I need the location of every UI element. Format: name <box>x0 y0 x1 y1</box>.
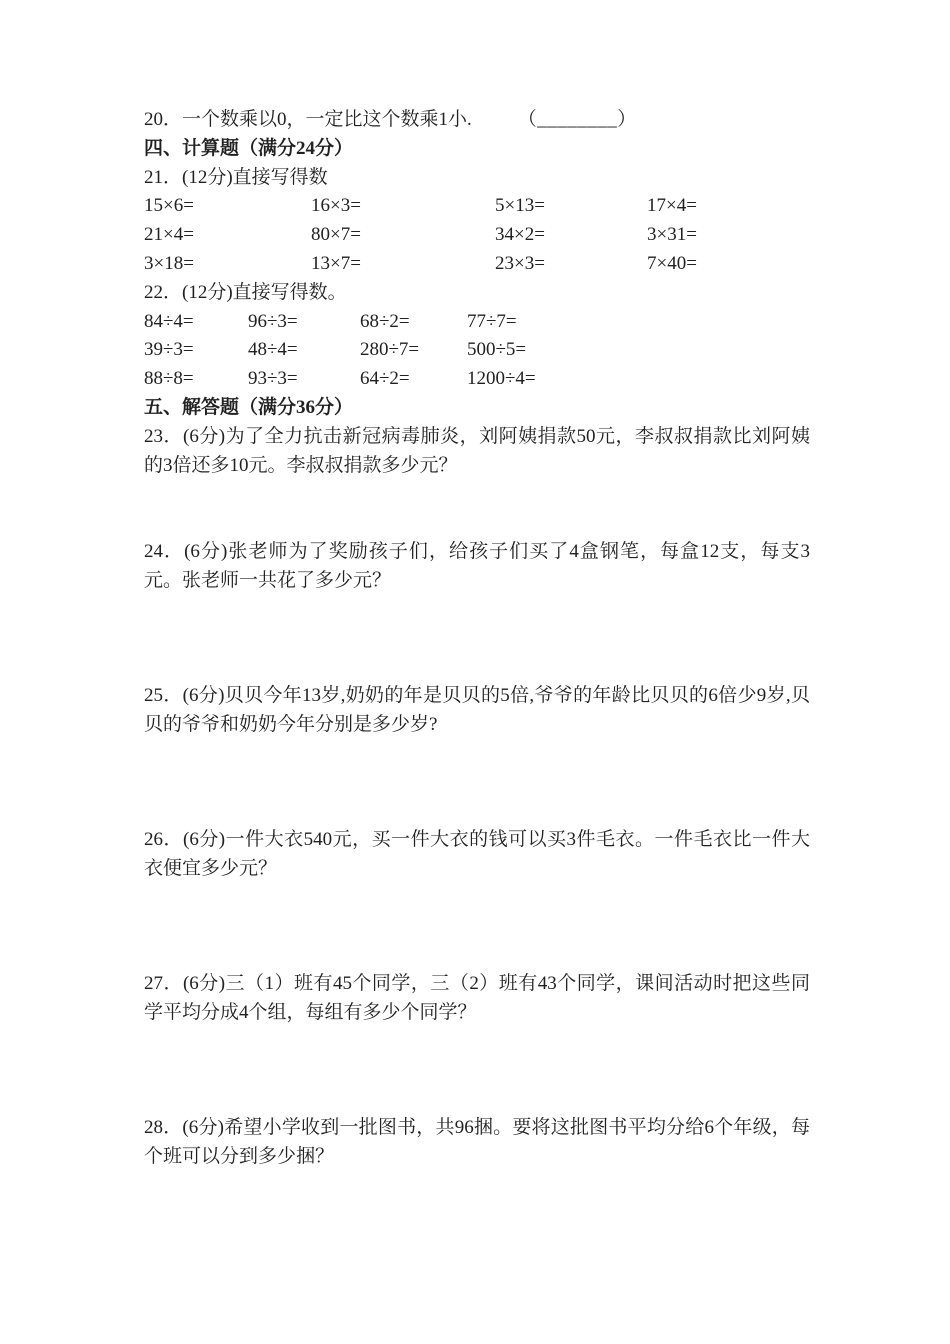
math-problem: 84÷4= <box>144 310 194 332</box>
math-problem: 7×40= <box>647 252 697 274</box>
math-problem: 16×3= <box>311 195 361 217</box>
math-problem: 21×4= <box>144 224 194 246</box>
math-problem: 500÷5= <box>467 339 527 361</box>
question-26: 26．(6分)一件大衣540元，买一件大衣的钱可以买3件毛衣。一件毛衣比一件大衣便宜多少元？ <box>144 828 810 879</box>
question-21-label: 21．(12分)直接写得数 <box>144 166 328 188</box>
math-problem: 280÷7= <box>360 339 420 361</box>
math-problem: 15×6= <box>144 195 194 217</box>
math-problem: 64÷2= <box>360 368 410 390</box>
math-problem: 96÷3= <box>248 310 298 332</box>
question-21-problem-grid <box>144 192 810 278</box>
math-problem: 3×18= <box>144 252 194 274</box>
math-problem: 13×7= <box>311 252 361 274</box>
math-problem: 68÷2= <box>360 310 410 332</box>
math-problem: 93÷3= <box>248 368 298 390</box>
question-27: 27．(6分)三（1）班有45个同学，三（2）班有43个同学，课间活动时把这些同学平均分成4个组，每组有多少个同学？ <box>144 972 810 1023</box>
question-24: 24．(6分)张老师为了奖励孩子们，给孩子们买了4盒钢笔，每盒12支，每支3元。张老师一共花了多少元？ <box>144 540 810 591</box>
math-problem: 34×2= <box>495 224 545 246</box>
math-problem: 80×7= <box>311 224 361 246</box>
question-28: 28．(6分)希望小学收到一批图书，共96捆。要将这批图书平均分给6个年级，每个班可以分到多少捆？ <box>144 1116 810 1167</box>
question-22-problem-grid <box>144 308 810 394</box>
math-problem: 17×4= <box>647 195 697 217</box>
question-22-label: 22．(12分)直接写得数。 <box>144 281 347 303</box>
question-20-text: 20．一个数乘以0，一定比这个数乘1小. <box>144 109 472 130</box>
question-25: 25．(6分)贝贝今年13岁,奶奶的年是贝贝的5倍,爷爷的年龄比贝贝的6倍少9岁,贝贝的爷爷和奶奶今年分别是多少岁? <box>144 684 810 735</box>
math-problem: 23×3= <box>495 252 545 274</box>
question-20-answer-blank[interactable]: （________） <box>517 109 637 130</box>
math-problem: 88÷8= <box>144 368 194 390</box>
math-problem: 1200÷4= <box>467 368 536 390</box>
question-23: 23．(6分)为了全力抗击新冠病毒肺炎，刘阿姨捐款50元，李叔叔捐款比刘阿姨的3倍还多10元。李叔叔捐款多少元？ <box>144 425 810 476</box>
math-problem: 3×31= <box>647 224 697 246</box>
section-title-calculation: 四、计算题（满分24分） <box>144 137 354 159</box>
math-problem: 48÷4= <box>248 339 298 361</box>
math-problem: 77÷7= <box>467 310 517 332</box>
math-problem: 39÷3= <box>144 339 194 361</box>
section-title-word-problems: 五、解答题（满分36分） <box>144 396 354 418</box>
question-20 <box>144 106 810 135</box>
math-problem: 5×13= <box>495 195 545 217</box>
